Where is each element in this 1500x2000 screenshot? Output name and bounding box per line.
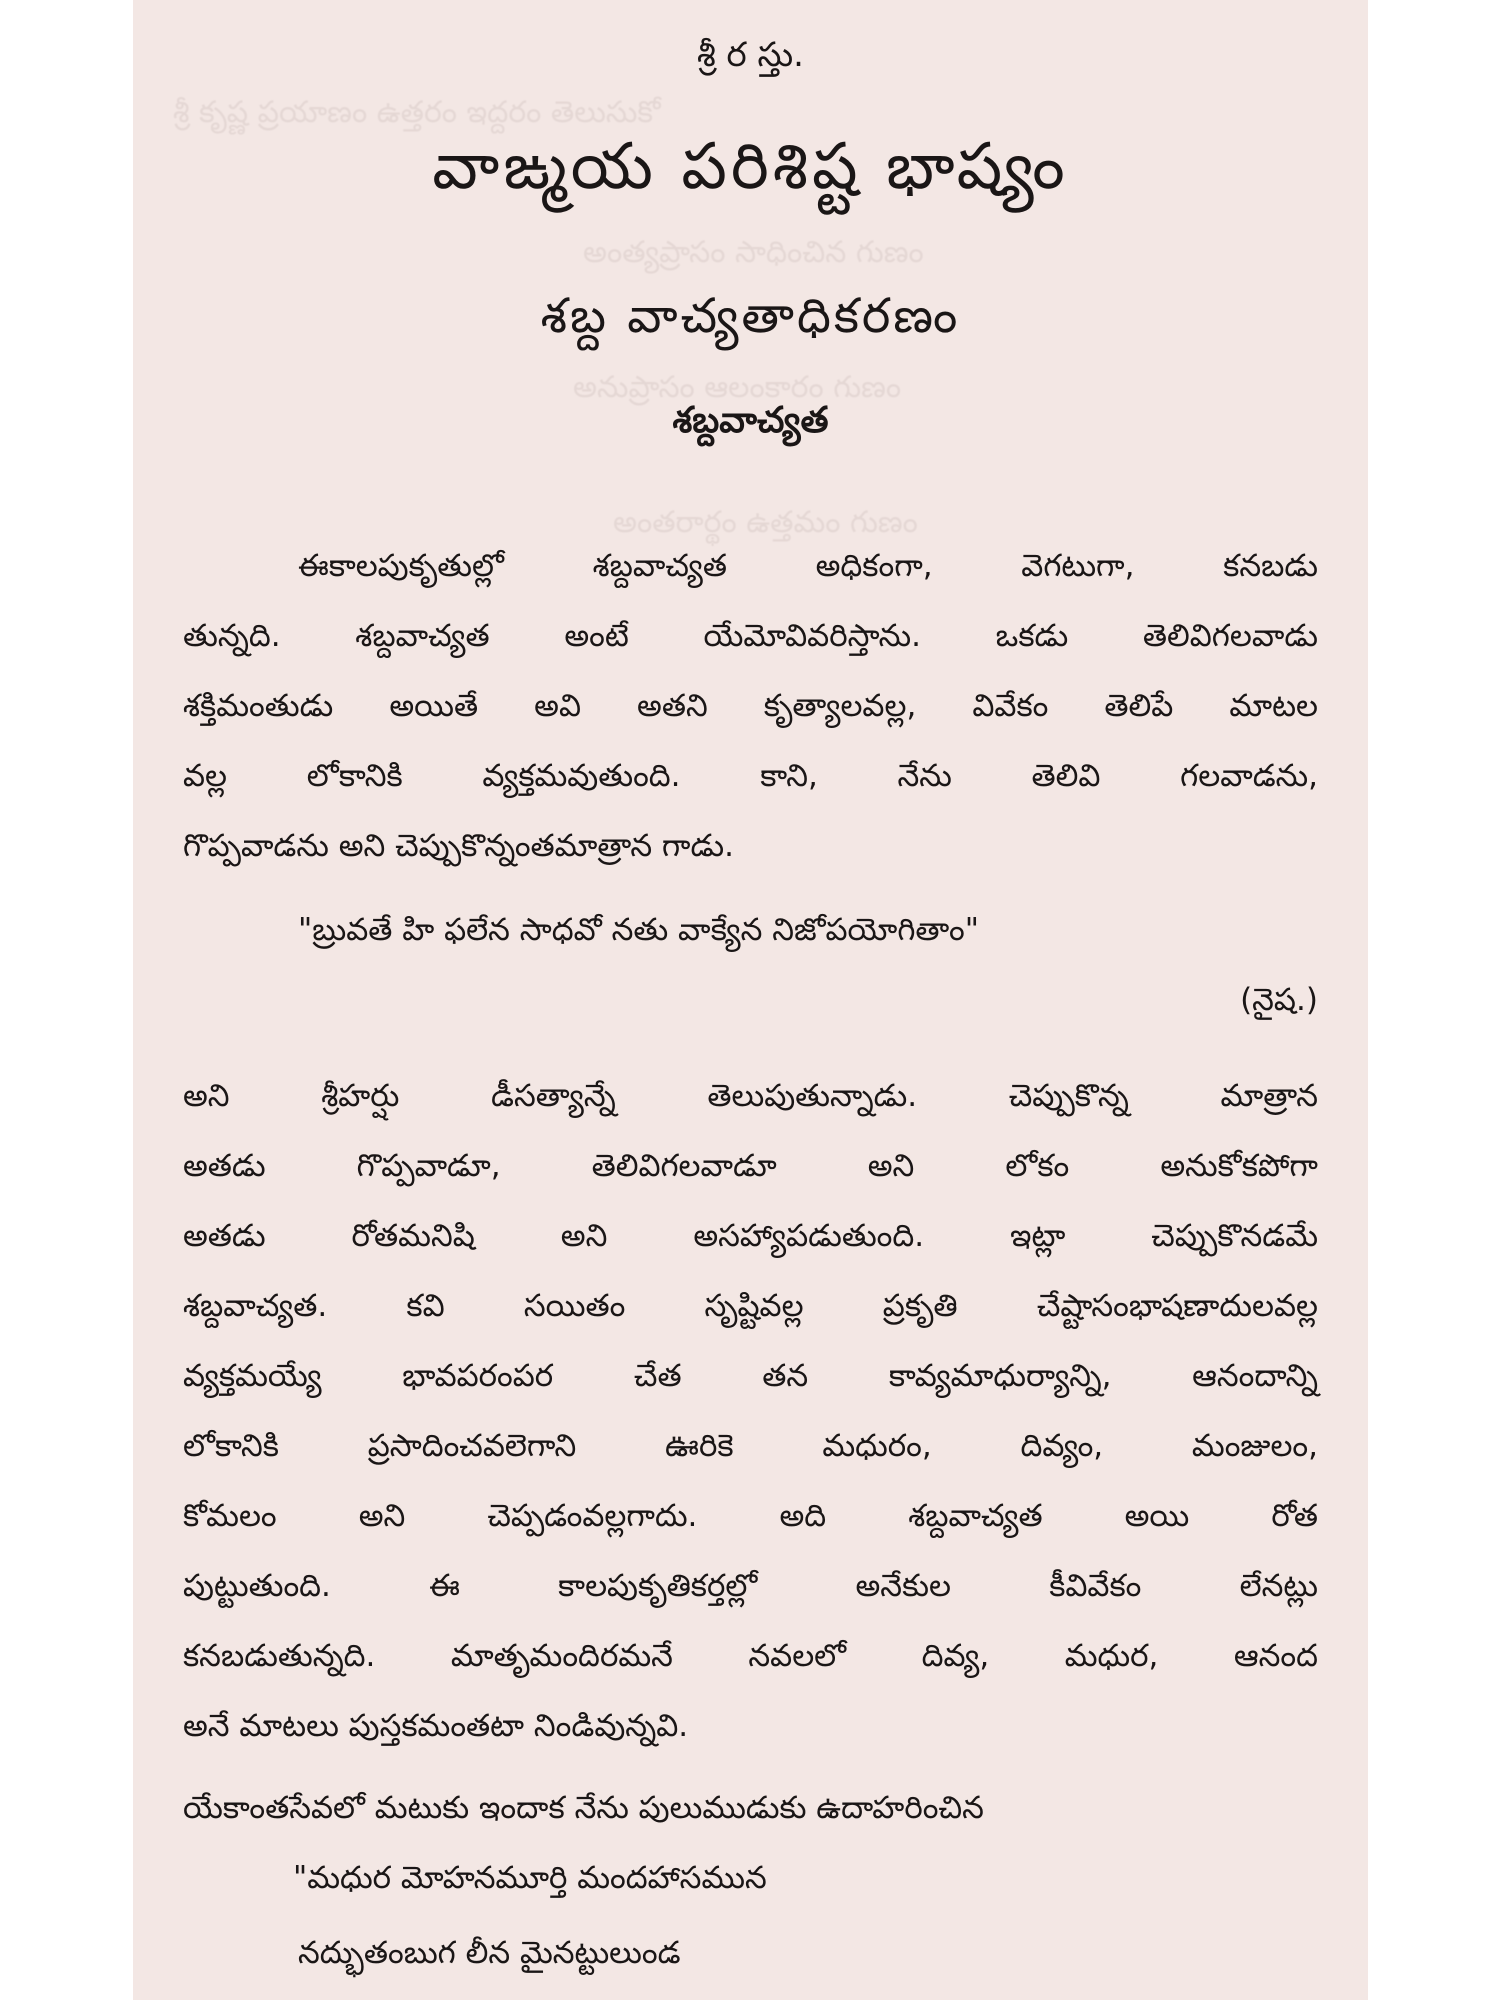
show-through-text: శ్రీ కృష్ణ ప్రయాణం ఉత్తరం ఇద్దరం తెలుసుకో [173,95,661,130]
chapter-title: శబ్ద వాచ్యతాధికరణం [540,288,961,344]
paragraph-line: కనబడుతున్నది. మాతృమందిరమనే నవలలో దివ్య, మధుర, ఆనంద [183,1638,1318,1674]
paragraph-line: కోమలం అని చెప్పడంవల్లగాదు. అది శబ్దవాచ్యత అయి రోత [183,1498,1318,1534]
verse-line: "మధుర మోహనమూర్తి మందహాసమున [293,1860,767,1896]
verse-line: నద్భుతంబుగ లీన మైనట్టులుండ [298,1935,681,1971]
paragraph-line: శక్తిమంతుడు అయితే అవి అతని కృత్యాలవల్ల, వివేకం తెలిపే మాటల [183,688,1318,724]
section-heading: శబ్దవాచ్యత [672,400,829,441]
show-through-text: అనుప్రాసం ఆలంకారం గుణం [573,370,902,405]
paragraph-line: అని శ్రీహర్షు డీసత్యాన్నే తెలుపుతున్నాడు. చెప్పుకొన్న మాత్రాన [183,1078,1318,1114]
paragraph-line: వల్ల లోకానికి వ్యక్తమవుతుంది. కాని, నేను తెలివి గలవాడను, [183,758,1318,794]
paragraph-line: అతడు రోతమనిషి అని అసహ్యాపడుతుంది. ఇట్లా చెప్పుకొనడమే [183,1218,1318,1254]
paragraph-line: వ్యక్తమయ్యే భావపరంపర చేత తన కావ్యమాధుర్యాన్ని, ఆనందాన్ని [183,1358,1318,1394]
page-title: వాఙ్మయ పరిశిష్ట భాష్యం [432,130,1069,204]
show-through-text: అంత్యప్రాసం సాధించిన గుణం [583,235,924,270]
paragraph-line: తున్నది. శబ్దవాచ్యత అంటే యేమోవివరిస్తాను. ఒకడు తెలివిగలవాడు [183,618,1318,654]
paragraph-line: లోకానికి ప్రసాదించవలెగాని ఊరికె మధురం, దివ్యం, మంజులం, [183,1428,1318,1464]
paragraph-line: అనే మాటలు పుస్తకమంతటా నిండివున్నవి. [183,1708,689,1744]
invocation: శ్రీ ర స్తు. [697,35,804,75]
show-through-text: అంతరార్థం ఉత్తమం గుణం [613,505,918,540]
book-page [133,0,1368,2000]
paragraph-line: యేకాంతసేవలో మటుకు ఇందాక నేను పులుముడుకు ఉదాహరించిన [183,1790,984,1826]
paragraph-line: శబ్దవాచ్యత. కవి సయితం సృష్టివల్ల ప్రకృతి చేష్టాసంభాషణాదులవల్ల [183,1288,1318,1324]
paragraph-line: అతడు గొప్పవాడూ, తెలివిగలవాడూ అని లోకం అనుకోకపోగా [183,1148,1318,1184]
quote-source: (నైష.) [1240,982,1318,1018]
paragraph-line: గొప్పవాడను అని చెప్పుకొన్నంతమాత్రాన గాడు. [183,828,735,864]
paragraph-line: పుట్టుతుంది. ఈ కాలపుకృతికర్తల్లో అనేకుల కీవివేకం లేనట్లు [183,1568,1318,1604]
sanskrit-quote: "బ్రువతే హి ఫలేన సాధవో నతు వాక్యేన నిజోపయోగితాం" [298,912,979,948]
paragraph-line: ఈకాలపుకృతుల్లో శబ్దవాచ్యత అధికంగా, వెగటుగా, కనబడు [298,548,1318,584]
